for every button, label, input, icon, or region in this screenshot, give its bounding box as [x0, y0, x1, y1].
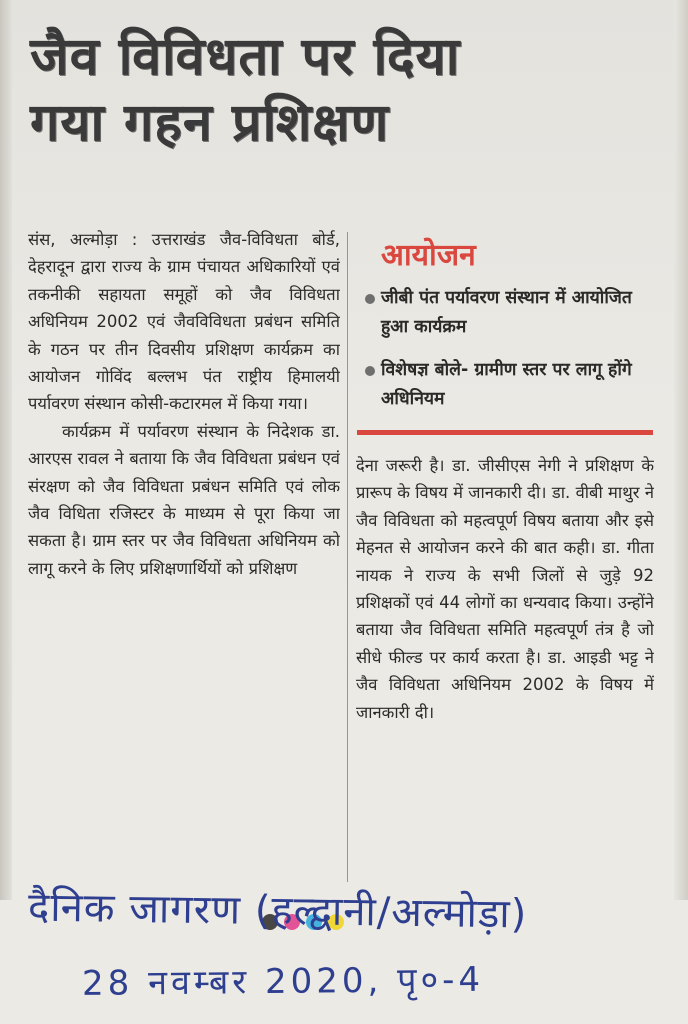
headline-line-2: गया गहन प्रशिक्षण — [30, 93, 390, 153]
headline — [30, 24, 670, 156]
article-paragraph-2: कार्यक्रम में पर्यावरण संस्थान के निदेशक डा. आरएस रावल ने बताया कि जैव विविधता प्रबंधन एवं संरक्षण को जैव विविधता प्रबंधन समिति एवं लोक जैव विधिता रजिस्टर के माध्यम से पूरा किया जा सकता है। ग्राम स्तर पर जैव विविधता अधिनियम को लागू करने के लिए प्रशिक्षणार्थियों को प्रशिक्षण — [28, 421, 340, 578]
article-paragraph-1: संस, अल्मोड़ा : उत्तराखंड जैव-विविधता बोर्ड, देहरादून द्वारा राज्य के ग्राम पंचायत अधिकारियों एवं तकनीकी सहायता समूहों को जैव विविधता अधिनियम 2002 एवं जैवविविधता प्रबंधन समिति के गठन पर तीन दिवसीय प्रशिक्षण कार्यक्रम का आयोजन गोविंद बल्लभ पंत राष्ट्रीय हिमालयी पर्यावरण संस्थान कोसी-कटारमल में किया गया। — [28, 230, 340, 414]
highlight-item-text: जीबी पंत पर्यावरण संस्थान में आयोजित हुआ कार्यक्रम — [381, 288, 632, 337]
column-divider — [347, 232, 348, 882]
handwritten-source: दैनिक जागरण (हल्द्वानी/अल्मोड़ा) — [27, 884, 528, 938]
highlight-item — [357, 284, 653, 342]
highlight-box — [357, 236, 653, 446]
article-column-right — [356, 452, 654, 892]
headline-line-1: जैव विविधता पर दिया — [30, 27, 461, 87]
highlight-tag: आयोजन — [381, 238, 476, 273]
article-column-left — [28, 226, 340, 896]
bullet-icon — [365, 294, 375, 304]
highlight-item — [357, 356, 653, 414]
highlight-item-text: विशेषज्ञ बोले- ग्रामीण स्तर पर लागू होंगे अधिनियम — [381, 360, 632, 409]
clipping-edge-right — [674, 0, 688, 900]
highlight-rule — [357, 430, 653, 435]
handwritten-date: 28 नवम्बर 2020, पृ०-4 — [81, 959, 485, 1004]
bullet-icon — [365, 366, 375, 376]
article-paragraph-3: देना जरूरी है। डा. जीसीएस नेगी ने प्रशिक्षण के प्रारूप के विषय में जानकारी दी। डा. वीबी माथुर ने जैव विविधता को महत्वपूर्ण विषय बताया और इसे मेहनत से आयोजन करने की बात कही। डा. गीता नायक ने राज्य के सभी जिलों से जुड़े 92 प्रशिक्षकों एवं 44 लोगों का धन्यवाद किया। उन्होंने बताया जैव विविधता समिति महत्वपूर्ण तंत्र है जो सीधे फील्ड पर कार्य करता है। डा. आइडी भट्ट ने जैव विविधता अधिनियम 2002 के विषय में जानकारी दी। — [356, 456, 654, 722]
clipping-edge-left — [0, 0, 12, 900]
